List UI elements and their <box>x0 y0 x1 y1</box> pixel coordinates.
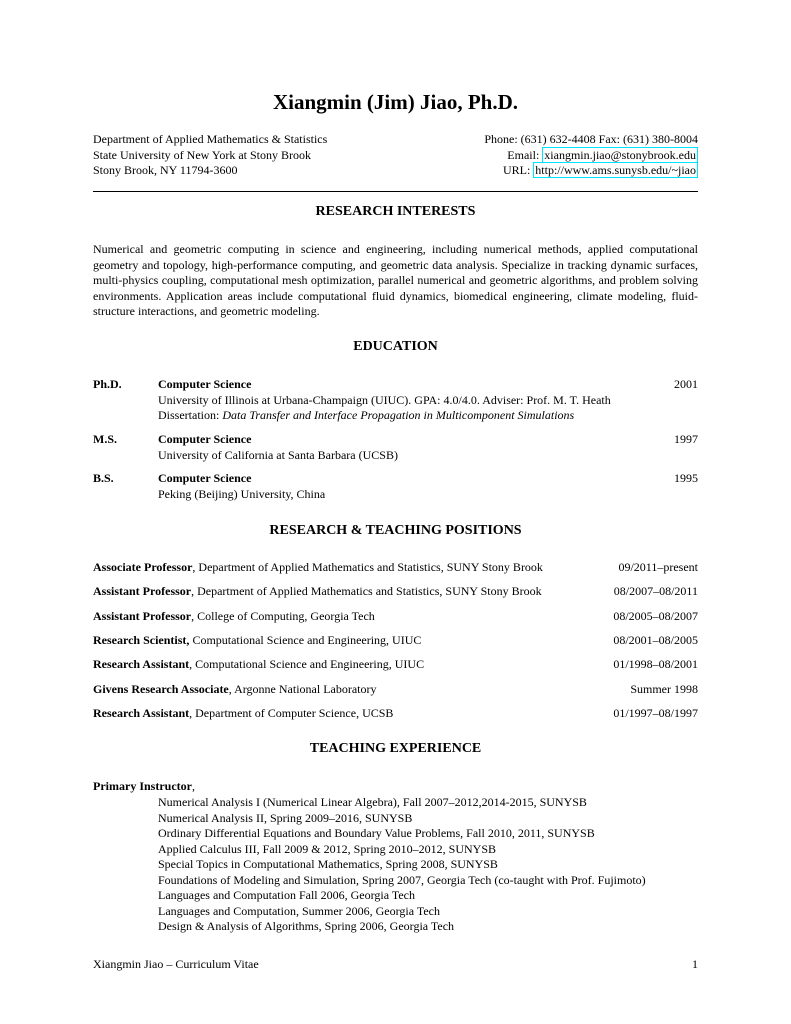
position-row <box>93 609 698 625</box>
position-dates: 01/1997–08/1997 <box>613 706 698 720</box>
dissertation-line <box>158 408 658 424</box>
email-link[interactable]: xiangmin.jiao@stonybrook.edu <box>544 147 696 162</box>
homepage-link[interactable]: http://www.ams.sunysb.edu/~jiao <box>535 163 696 177</box>
footer-title: Xiangmin Jiao – Curriculum Vitae <box>93 957 259 971</box>
dissertation-label: Dissertation: <box>158 408 223 422</box>
header-divider <box>93 191 698 192</box>
degree-label: Ph.D. <box>93 377 122 391</box>
address-line: Stony Brook, NY 11794-3600 <box>93 163 238 177</box>
degree-label: B.S. <box>93 471 114 485</box>
address-line: State University of New York at Stony Brook <box>93 147 311 162</box>
position-place: Department of Applied Mathematics and Statistics, SUNY Stony Brook <box>197 584 542 598</box>
url-line <box>484 163 698 179</box>
position-separator: , <box>192 560 199 574</box>
position-dates: Summer 1998 <box>630 682 698 696</box>
teaching-role-suffix: , <box>191 779 195 793</box>
email-label: Email: <box>507 147 540 162</box>
course-item: Applied Calculus III, Fall 2009 & 2012, Spring 2010–2012, SUNYSB <box>158 841 496 856</box>
positions-heading: RESEARCH & TEACHING POSITIONS <box>269 523 522 538</box>
position-title: Assistant Professor <box>93 609 192 623</box>
position-row <box>93 584 698 600</box>
position-separator: , <box>191 609 198 623</box>
address-line: Department of Applied Mathematics & Statistics <box>93 132 328 146</box>
degree-year: 2001 <box>674 377 698 391</box>
position-place: Argonne National Laboratory <box>234 682 377 696</box>
position-title: Givens Research Associate <box>93 682 229 696</box>
address-block <box>93 132 327 179</box>
position-dates: 08/2001–08/2005 <box>613 633 698 647</box>
position-row <box>93 657 698 673</box>
degree-year: 1997 <box>674 432 698 446</box>
position-separator: , <box>228 682 235 696</box>
position-separator: , <box>189 706 196 720</box>
course-item: Ordinary Differential Equations and Boundary Value Problems, Fall 2010, 2011, SUNYSB <box>158 826 595 840</box>
course-item: Languages and Computation, Summer 2006, Georgia Tech <box>158 903 440 918</box>
research-interests-heading: RESEARCH INTERESTS <box>315 204 476 219</box>
course-item: Languages and Computation Fall 2006, Georgia Tech <box>158 888 415 902</box>
teaching-heading: TEACHING EXPERIENCE <box>309 741 482 756</box>
page-number: 1 <box>692 957 698 971</box>
position-dates: 08/2007–08/2011 <box>613 584 698 598</box>
degree-field: Computer Science <box>158 471 252 485</box>
education-details <box>158 471 658 502</box>
dissertation-title: Data Transfer and Interface Propagation in Multicomponent Simulations <box>222 408 575 422</box>
degree-field: Computer Science <box>158 432 252 446</box>
degree-label: M.S. <box>93 432 117 446</box>
position-title: Assistant Professor <box>93 584 192 598</box>
education-details <box>158 432 658 463</box>
degree-field: Computer Science <box>158 377 252 391</box>
position-row <box>93 633 698 649</box>
position-row <box>93 682 698 698</box>
institution-line: Peking (Beijing) University, China <box>158 486 326 501</box>
teaching-role-label: Primary Instructor <box>93 779 192 793</box>
course-item: Numerical Analysis I (Numerical Linear Algebra), Fall 2007–2012,2014-2015, SUNYSB <box>158 795 587 809</box>
position-place: Department of Applied Mathematics and Statistics, SUNY Stony Brook <box>198 560 543 574</box>
position-place: Computational Science and Engineering, UIUC <box>195 657 425 671</box>
position-dates: 09/2011–present <box>618 560 698 574</box>
phone-fax-line: Phone: (631) 632-4408 Fax: (631) 380-8004 <box>484 132 698 146</box>
position-place: College of Computing, Georgia Tech <box>197 609 375 623</box>
education-heading: EDUCATION <box>353 339 438 354</box>
position-row <box>93 706 698 722</box>
page-footer <box>93 957 698 973</box>
course-item: Special Topics in Computational Mathematics, Spring 2008, SUNYSB <box>158 857 498 871</box>
institution-line: University of California at Santa Barbara (UCSB) <box>158 447 398 462</box>
position-dates: 08/2005–08/2007 <box>613 609 698 623</box>
position-place: Computational Science and Engineering, UIUC <box>192 633 422 647</box>
contact-details <box>484 132 698 179</box>
institution-line: University of Illinois at Urbana-Champaign (UIUC). GPA: 4.0/4.0. Adviser: Prof. M. T. Heath <box>158 392 611 407</box>
teaching-role <box>93 779 195 795</box>
course-list <box>158 795 698 935</box>
education-details <box>158 377 658 424</box>
page-title: Xiangmin (Jim) Jiao, Ph.D. <box>272 90 518 114</box>
position-dates: 01/1998–08/2001 <box>613 657 698 671</box>
position-separator: , <box>189 657 196 671</box>
position-row <box>93 560 698 576</box>
position-title: Research Assistant <box>93 657 190 671</box>
course-item: Design & Analysis of Algorithms, Spring 2006, Georgia Tech <box>158 919 455 933</box>
position-title: Research Assistant <box>93 706 190 720</box>
course-item: Numerical Analysis II, Spring 2009–2016, SUNYSB <box>158 810 413 825</box>
position-title: Associate Professor <box>93 560 193 574</box>
url-label: URL: <box>502 163 531 177</box>
position-separator: , <box>191 584 198 598</box>
degree-year: 1995 <box>674 471 698 485</box>
email-line <box>484 148 698 164</box>
course-item: Foundations of Modeling and Simulation, Spring 2007, Georgia Tech (co-taught with Prof. Fujimoto) <box>158 872 646 887</box>
position-place: Department of Computer Science, UCSB <box>195 706 394 720</box>
research-interests-text: Numerical and geometric computing in science and engineering, including numerical methods, applied computational geometry and topology, high-performance computing, and geometric data analysis. Specialize in tracking dynamic surfaces, multi-physics coupling, computational mesh optimization, parallel numerical and geometric algorithms, and problem solving environments. Application areas include computational fluid dynamics, biomedical engineering, climate modeling, fluid-structure interactions, and geometric modeling. <box>93 242 698 319</box>
position-title: Research Scientist, <box>93 633 190 647</box>
